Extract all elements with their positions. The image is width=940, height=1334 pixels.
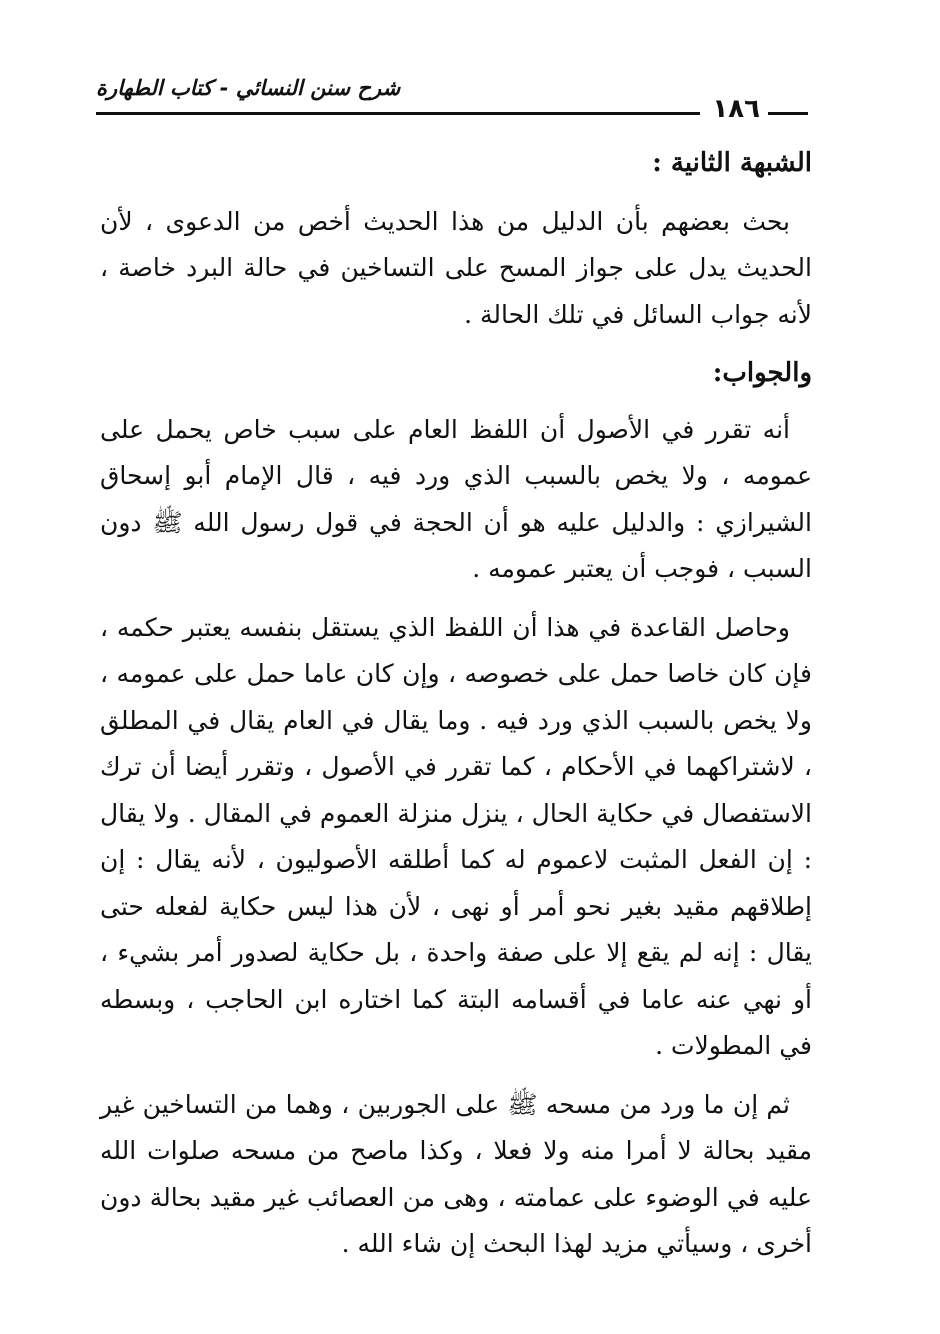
- page-number: ١٨٦: [712, 94, 760, 124]
- paragraph: أنه تقرر في الأصول أن اللفظ العام على سبب خاص يحمل على عمومه ، ولا يخص بالسبب الذي ورد فيه ، قال الإمام أبو إسحاق الشيرازي : والدليل عليه هو أن الحجة في قول رسول الله ﷺ دون السبب ، فوجب أن يعتبر عمومه .: [100, 414, 812, 583]
- page-number-dash: [768, 112, 808, 115]
- page-body: [100, 140, 812, 1280]
- section-heading: الشبهة الثانية :: [652, 148, 812, 178]
- paragraph: وحاصل القاعدة في هذا أن اللفظ الذي يستقل بنفسه يعتبر حكمه ، فإن كان خاصا حمل على خصوصه ، وإن كان عاما حمل على عمومه ، ولا يخص بالسبب الذي ورد فيه . وما يقال في العام يقال في المطلق ، لاشتراكهما في الأحكام ، كما تقرر في الأصول ، وتقرر أيضا أن ترك الاستفصال في حكاية الحال ، ينزل منزلة العموم في المقال . ولا يقال : إن الفعل المثبت لاعموم له كما أطلقه الأصوليون ، لأنه يقال : إن إطلاقهم مقيد بغير نحو أمر أو نهى ، لأن هذا ليس حكاية لفعله حتى يقال : إنه لم يقع إلا على صفة واحدة ، بل حكاية لصدور أمر بشيء ، أو نهي عنه عاما في أقسامه البتة كما اختاره ابن الحاجب ، وبسطه في المطولات .: [100, 612, 812, 1060]
- page-header: [96, 72, 808, 122]
- paragraph: ثم إن ما ورد من مسحه ﷺ على الجوربين ، وهما من التساخين غير مقيد بحالة لا أمرا منه ولا فعلا ، وكذا ماصح من مسحه صلوات الله عليه في الوضوء على عمامته ، وهى من العصائب غير مقيد بحالة دون أخرى ، وسيأتي مزيد لهذا البحث إن شاء الله .: [100, 1089, 812, 1258]
- answer-heading: والجواب:: [712, 358, 812, 388]
- header-rule: [96, 112, 700, 115]
- running-title: شرح سنن النسائي - كتاب الطهارة: [96, 76, 401, 100]
- paragraph: بحث بعضهم بأن الدليل من هذا الحديث أخص من الدعوى ، لأن الحديث يدل على جواز المسح على التساخين في حالة البرد خاصة ، لأنه جواب السائل في تلك الحالة .: [100, 206, 812, 329]
